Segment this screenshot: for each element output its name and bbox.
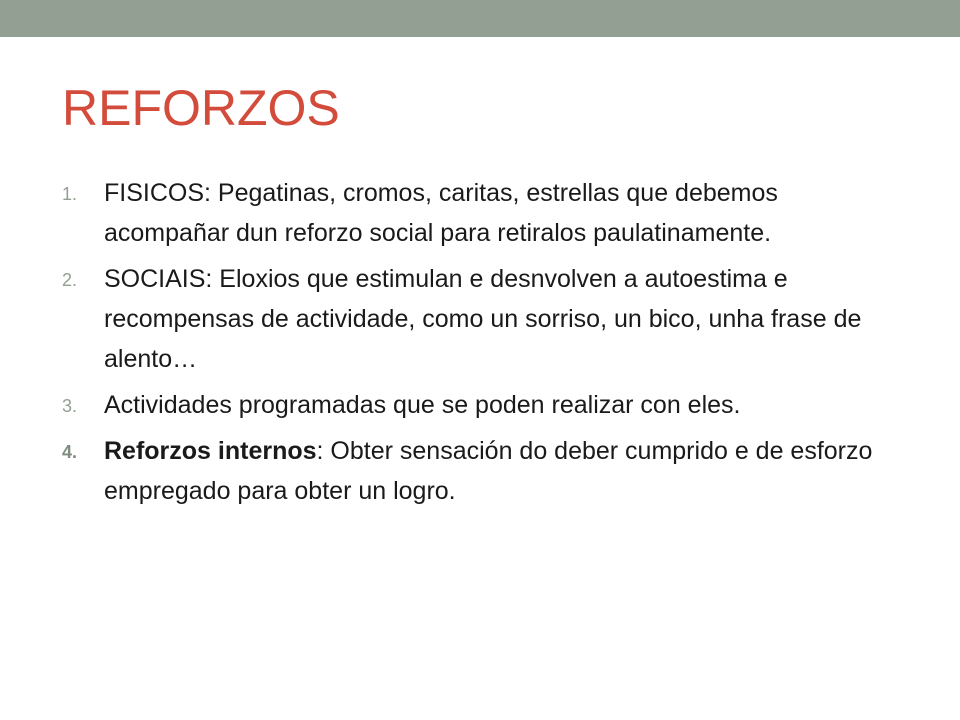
item-bold-text: Reforzos internos	[104, 437, 317, 465]
item-number: 1.	[62, 184, 78, 204]
top-accent-bar	[0, 0, 960, 37]
item-text	[104, 431, 902, 511]
slide-title: REFORZOS	[62, 80, 340, 136]
item-number: 4.	[62, 442, 78, 462]
content-list	[62, 173, 902, 511]
item-number: 3.	[62, 396, 78, 416]
list-item-reforzos-internos	[62, 431, 902, 511]
list-item-fisicos	[62, 173, 902, 253]
list-item-actividades	[62, 385, 902, 425]
item-number: 2.	[62, 270, 78, 290]
list-item-sociais	[62, 259, 902, 379]
item-text: SOCIAIS: Eloxios que estimulan e desnvolven a autoestima e recompensas de actividade, como un sorriso, un bico, unha frase de alento…	[104, 265, 862, 373]
item-text: FISICOS: Pegatinas, cromos, caritas, estrellas que debemos acompañar dun reforzo social para retiralos paulatinamente.	[104, 179, 778, 247]
item-text-rest: : Obter sensación do deber cumprido e de esforzo empregado para obter un logro.	[104, 437, 873, 505]
item-text: Actividades programadas que se poden realizar con eles.	[104, 391, 741, 419]
